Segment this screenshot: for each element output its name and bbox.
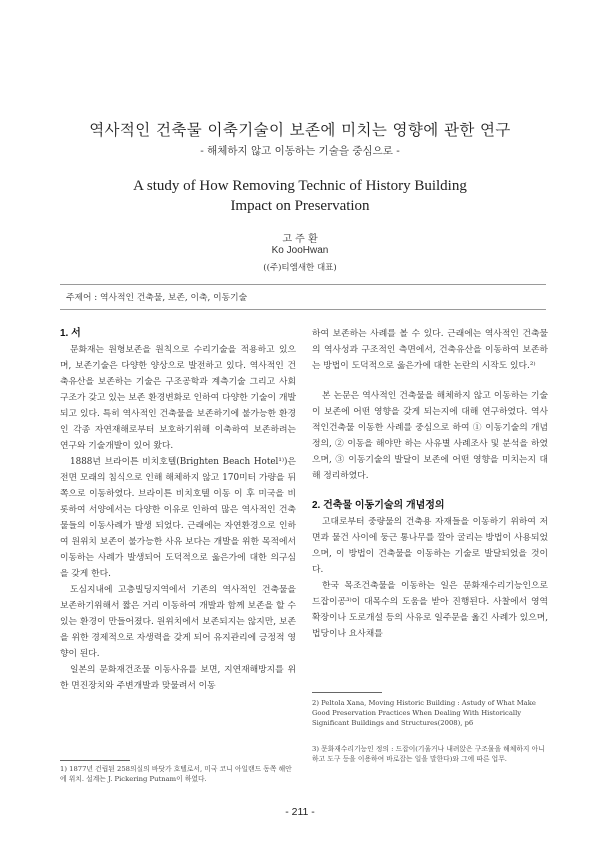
- footnote-rule-right: [312, 692, 382, 693]
- paragraph: 문화재는 원형보존을 원칙으로 수리기술을 적용하고 있으며, 보존기술은 다양한 양상으로 발전하고 있다. 역사적인 건축유산을 보존하는 기술은 구조공학과 계측기술 그리고 사회구조가 갖고 있는 보존 환경변화로 인하여 다양한 기술이 개발되고 있다. 특히 역사적인 건축물을 보존하기에 불가능한 환경인 각종 자연재해로부터 보호하기위해 이축하여 보존하려는 연구와 기술개발이 있어 왔다.: [60, 345, 296, 451]
- paper-title-english: [0, 176, 600, 216]
- paragraph: 도심지내에 고층빌딩지역에서 기존의 역사적인 건축물을 보존하기위해서 짧은 거리 이동하여 개발과 함께 보존을 할 수 있는 환경이 만들어졌다. 원위치에서 보존되지는 않지만, 보존을 위한 경제적으로 자생력을 갖게 되어 유지관리에 긍정적 영향이 된다.: [60, 585, 296, 659]
- paragraph: 본 논문은 역사적인 건축물을 해체하지 않고 이동하는 기술이 보존에 어떤 영향을 갖게 되는지에 대해 연구하였다. 역사적인건축물 이동한 사례를 중심으로 하여 ① 이동기술의 개념정의, ② 이동을 해야만 하는 사유별 사례조사 및 분석을 하였으며, ③ 이동기술의 발달이 보존에 어떤 영향을 미치는지 대해 정리하였다.: [312, 391, 548, 481]
- paper-subtitle-korean: - 해체하지 않고 이동하는 기술을 중심으로 -: [200, 145, 400, 157]
- keywords-box: 주제어 : 역사적인 건축물, 보존, 이축, 이동기술: [60, 284, 546, 310]
- footnote-rule-left: [60, 760, 130, 761]
- footnote-1: 1) 1877년 건립된 258의실의 바닷가 호텔로서, 미국 코니 아일랜드 동쪽 해안에 위치. 설계는 J. Pickering Putnam이 하였다.: [60, 765, 292, 783]
- title-english-line-1: A study of How Removing Technic of History Building: [133, 178, 467, 194]
- section-heading-2: 2. 건축물 이동기술의 개념정의: [312, 500, 445, 511]
- author-affiliation: ((주)티엠새한 대표): [263, 263, 337, 273]
- paragraph: 일본의 문화재건조물 이동사유를 보면, 지연재해방지를 위한 면진장치와 주변개발과 맞물려서 이동: [60, 665, 296, 691]
- footnote-3: 3) 문화재수리기능인 정의 : 드잡이(기울거나 내려앉은 구조물을 해체하지 아니하고 도구 등을 이용하여 바로잡는 일을 말한다)와 그에 따른 업무.: [312, 745, 545, 763]
- section-heading-1: 1. 서: [60, 328, 81, 339]
- footnote-2: 2) Peltola Xana, Moving Historic Building : Astudy of What Make Good Preservation Practices When Dealing With Historically Significant Buildings and Structures(2008), p6: [312, 699, 536, 727]
- right-column: [312, 326, 548, 642]
- left-column: [60, 326, 296, 694]
- paragraph: 1888년 브라이튼 비치호텔(Brighten Beach Hotel¹⁾)은 전면 모래의 침식으로 인해 해체하지 않고 170미터 가량을 뒤쪽으로 이동하였다. 브라이튼 비치호텔 이동 이 후 미국을 비롯하여 서양에서는 다양한 이유로 인하여 많은 역사적인 건축물들의 이동사례가 발생 되었다. 근래에는 자연환경으로 인하여 원위치 보존이 불가능한 사유 보다는 개발을 위한 목적에서 이동하는 사례가 발생되어 도덕적으로 옳은가에 대한 의구심을 갖게 한다.: [60, 457, 296, 579]
- author-name-korean: 고 주 환: [282, 234, 318, 245]
- paragraph: 하여 보존하는 사례를 볼 수 있다. 근래에는 역사적인 건축물의 역사성과 구조적인 측면에서, 건축유산을 이동하여 보존하는 방법이 도덕적으로 옳은가에 대한 논란의 시작도 있다.²⁾: [312, 329, 548, 371]
- paper-title-korean: 역사적인 건축물 이축기술이 보존에 미치는 영향에 관한 연구: [89, 121, 511, 139]
- title-english-line-2: Impact on Preservation: [230, 198, 370, 214]
- page-number: - 211 -: [285, 806, 315, 818]
- author-name-english: Ko JooHwan: [271, 245, 329, 256]
- paragraph: 고대로부터 중량물의 건축용 자재들을 이동하기 위하여 저면과 물건 사이에 둥근 통나무를 깔아 굴리는 방법이 사용되었으며, 이 방법이 건축물을 이동하는 기술로 발달되었을 것이다.: [312, 517, 548, 575]
- paragraph: 한국 목조건축물을 이동하는 일은 문화재수리기능인으로 드잡이공³⁾이 대목수의 도움을 받아 진행된다. 사찰에서 영역확장이나 도로개설 등의 사유로 일주문을 옮긴 사례가 있으며, 법당이나 요사채를: [312, 581, 548, 639]
